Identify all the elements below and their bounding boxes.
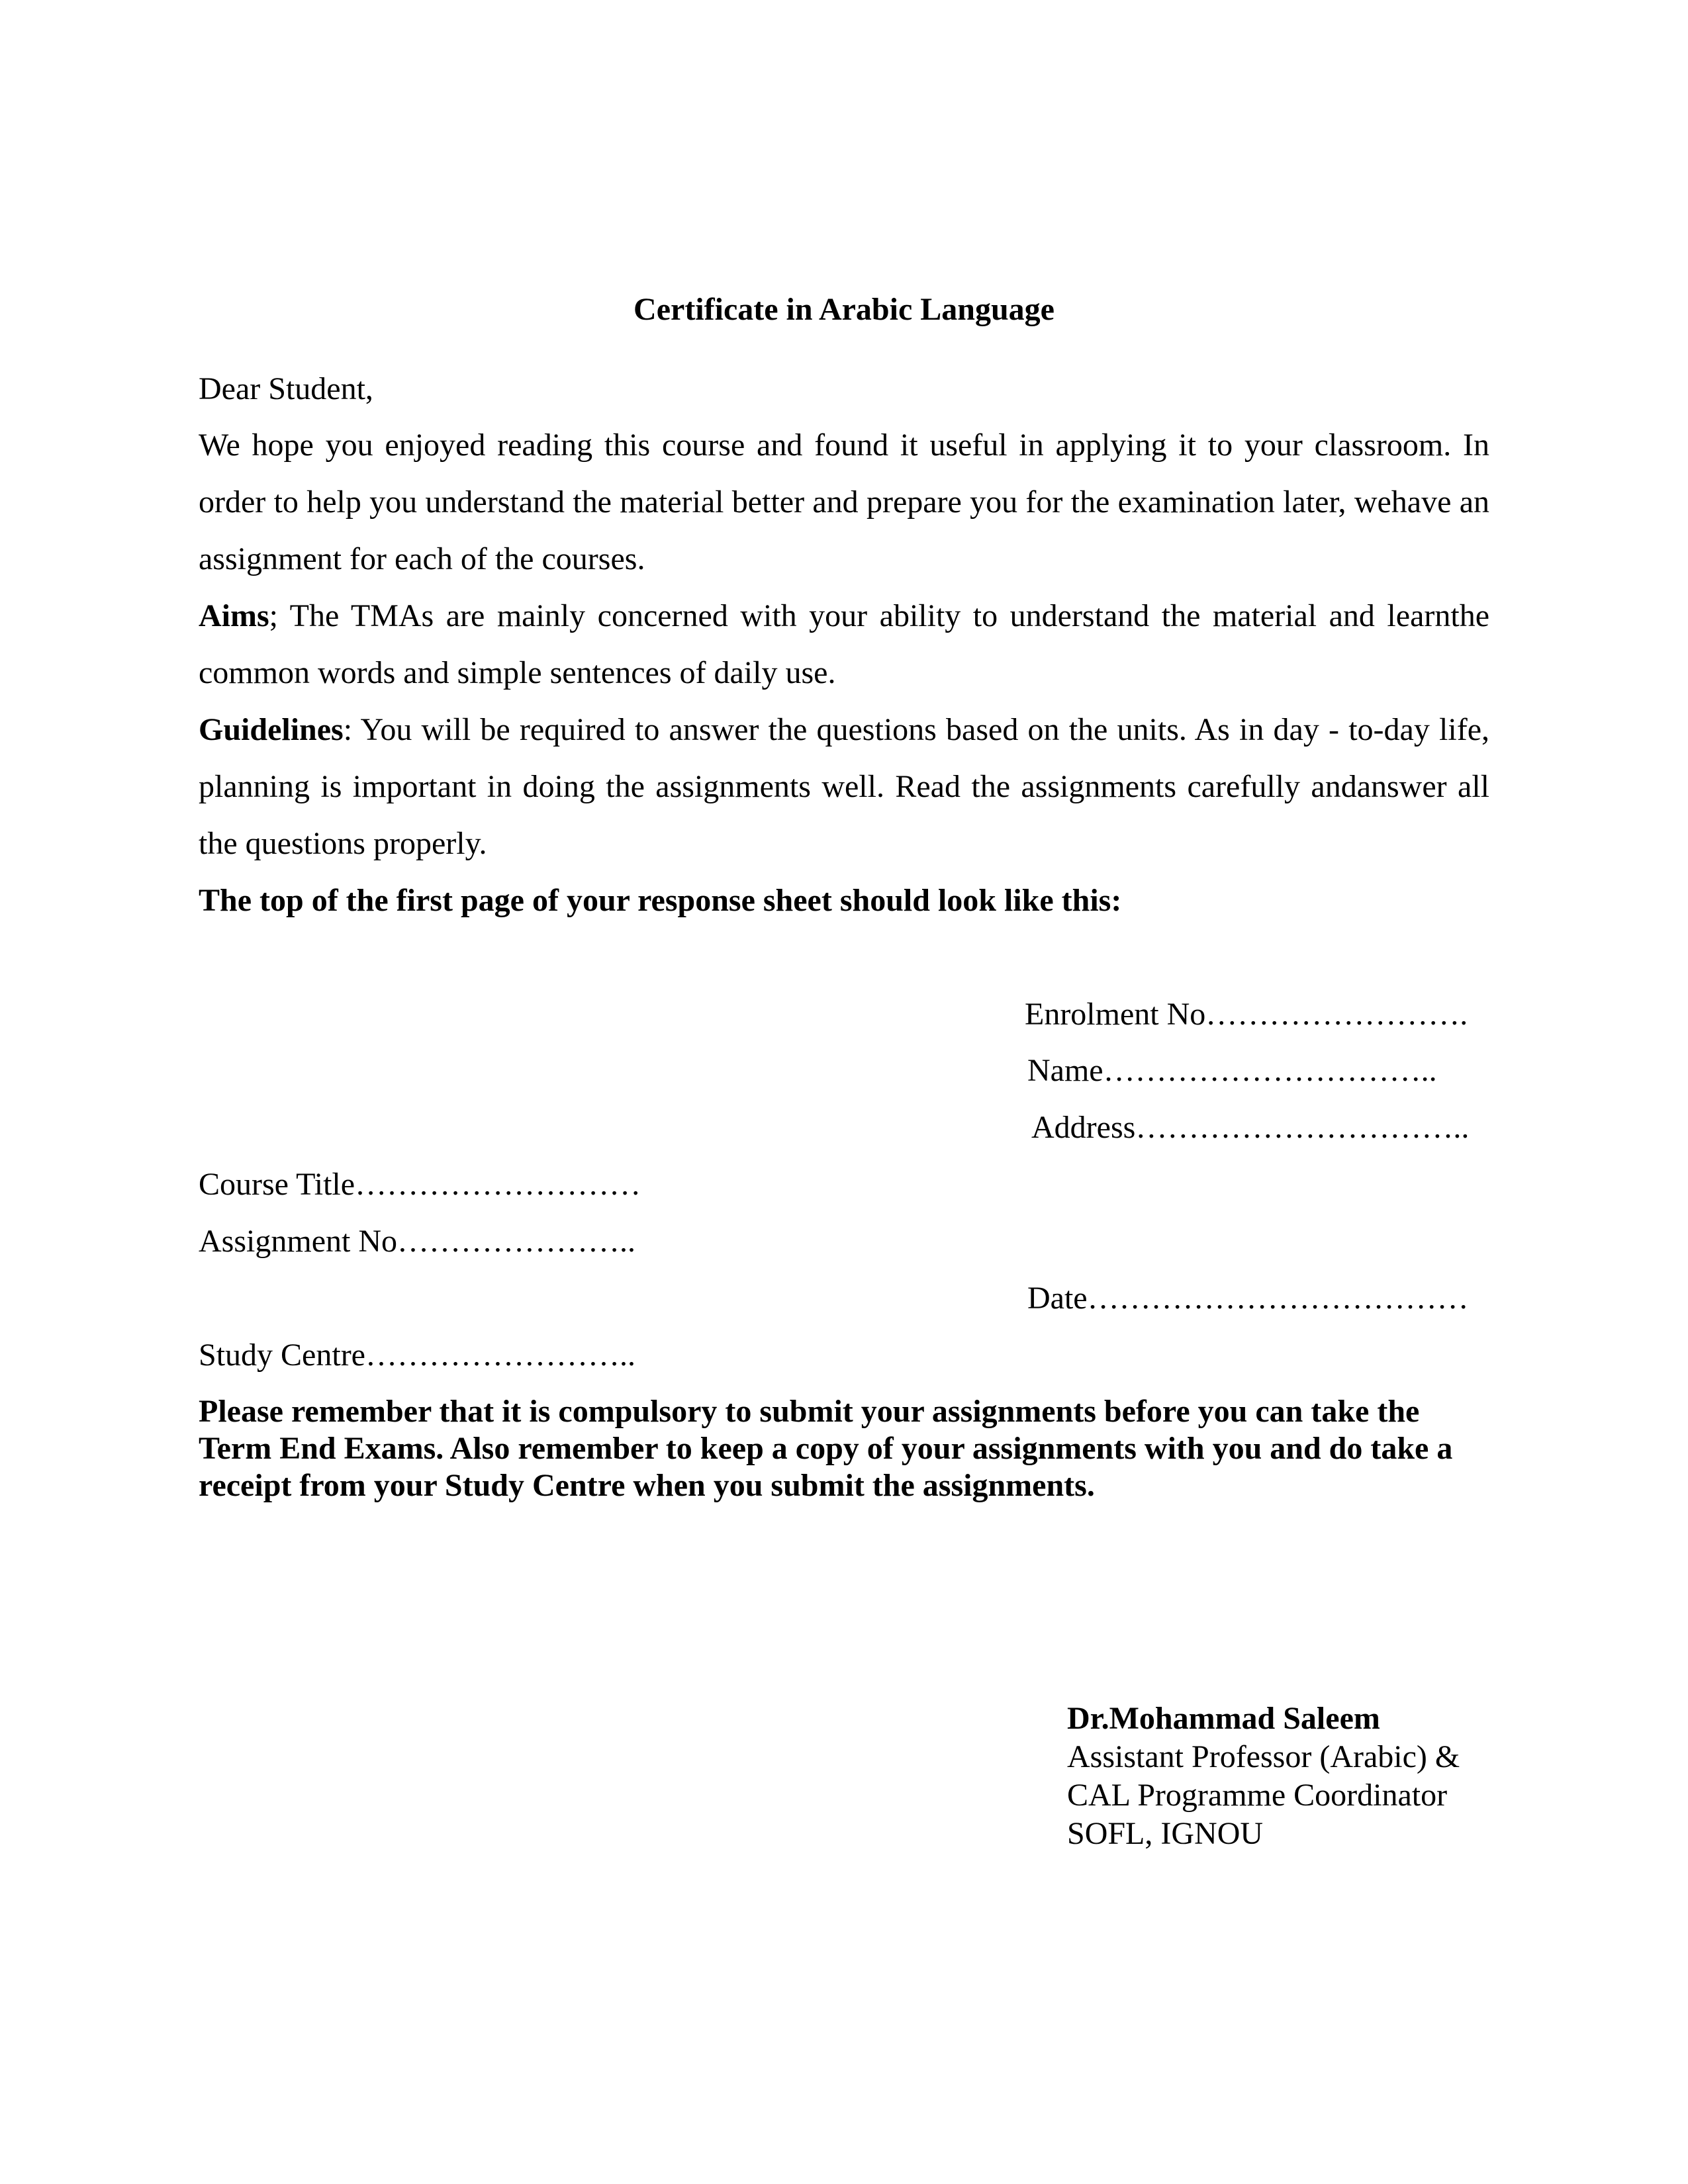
signatory-title: Assistant Professor (Arabic) &	[1067, 1739, 1460, 1774]
notice-paragraph: Please remember that it is compulsory to submit your assignments before you can take the Term End Exams. Also remember to keep a copy of your assignments with you and do take a receipt from your Study Centre when you submit the assignments.	[199, 1394, 1453, 1503]
date-field: Date………………………………	[1027, 1281, 1469, 1316]
signature-block	[1067, 1700, 1460, 1853]
signatory-role: CAL Programme Coordinator	[1067, 1778, 1448, 1813]
response-heading: The top of the first page of your response sheet should look like this:	[199, 883, 1122, 918]
aims-paragraph	[199, 588, 1489, 702]
aims-label: Aims	[199, 598, 269, 633]
course-title-field: Course Title………………………	[199, 1167, 641, 1202]
guidelines-label: Guidelines	[199, 712, 344, 747]
study-centre-field: Study Centre……………………..	[199, 1338, 635, 1373]
address-field: Address…………………………..	[1031, 1110, 1470, 1145]
aims-text: ; The TMAs are mainly concerned with your ability to understand the material and learnthe common words and simple sentences of daily use.	[199, 598, 1489, 690]
intro-paragraph: We hope you enjoyed reading this course and found it useful in applying it to your classroom. In order to help you understand the material better and prepare you for the examination later, wehave an assignment for each of the courses.	[199, 428, 1489, 576]
name-field: Name…………………………..	[1027, 1053, 1437, 1088]
signatory-name: Dr.Mohammad Saleem	[1067, 1701, 1380, 1736]
guidelines-text: : You will be required to answer the questions based on the units. As in day - to-day life, planning is important in doing the assignments well. Read the assignments carefully andanswer all the questions properly.	[199, 712, 1489, 861]
salutation: Dear Student,	[199, 371, 373, 406]
enrolment-field: Enrolment No…………………….	[1025, 997, 1468, 1032]
document-title: Certificate in Arabic Language	[633, 292, 1055, 327]
assignment-no-field: Assignment No…………………..	[199, 1224, 635, 1259]
signatory-institution: SOFL, IGNOU	[1067, 1816, 1264, 1851]
guidelines-paragraph	[199, 702, 1489, 872]
